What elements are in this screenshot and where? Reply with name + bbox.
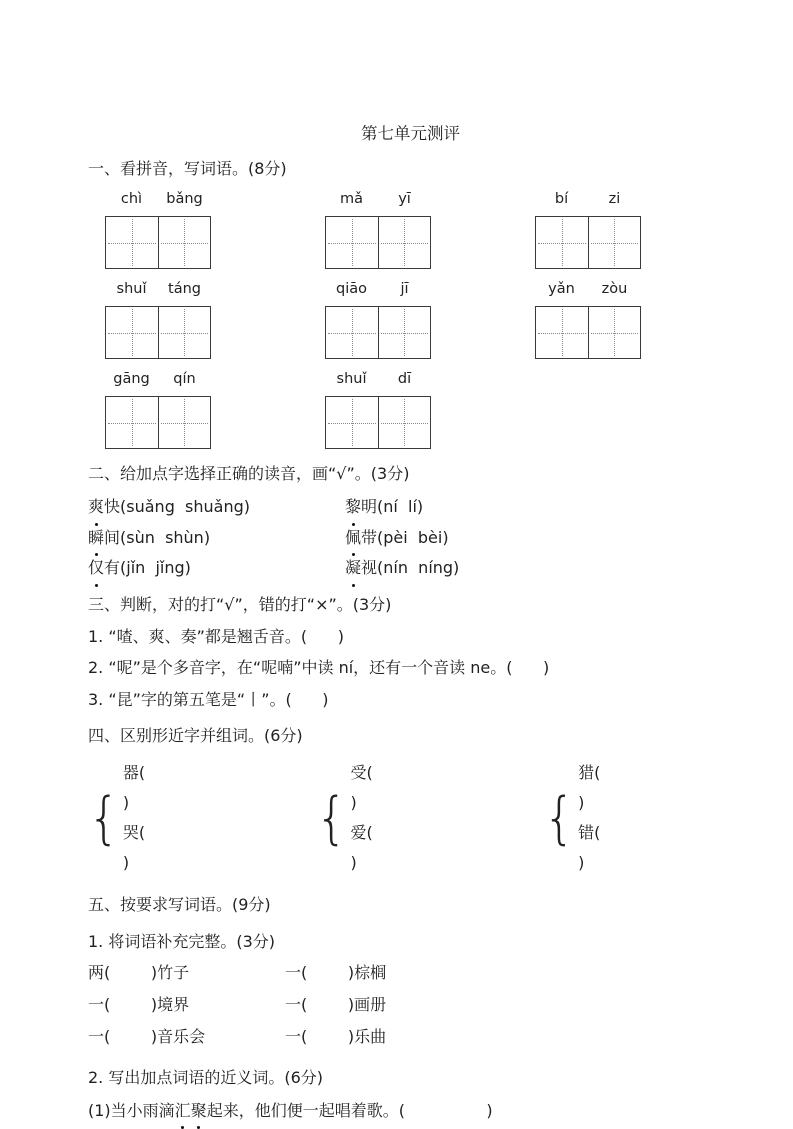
- pinyin-word-block: [325, 281, 431, 359]
- fill-item: 一( )棕榈: [285, 963, 387, 982]
- word-blank-row: [350, 758, 505, 818]
- pinyin-word-block: [325, 371, 431, 449]
- pinyin-label-row: [105, 281, 211, 297]
- pronunciation-item: [345, 553, 459, 584]
- answer-blank: ( ): [578, 823, 733, 872]
- pinyin-syllable: bǎng: [166, 191, 203, 207]
- pronunciation-row: [88, 553, 733, 584]
- judge-item: 2. “呢”是个多音字，在“呢喃”中读 ní，还有一个音读 ne。( ): [88, 658, 550, 677]
- similar-char-groups: [88, 758, 733, 878]
- writing-cell[interactable]: [536, 217, 588, 268]
- writing-cell[interactable]: [158, 397, 211, 448]
- pinyin-syllable: táng: [168, 281, 201, 297]
- pronunciation-item: [345, 523, 449, 554]
- left-brace: {: [88, 785, 120, 851]
- character: 器: [122, 763, 139, 782]
- writing-cell[interactable]: [158, 217, 211, 268]
- section-write-words: [88, 892, 733, 1126]
- pinyin-syllable: jī: [400, 281, 409, 297]
- pinyin-word-block: [105, 281, 211, 359]
- writing-cell[interactable]: [588, 217, 641, 268]
- pinyin-label-row: [325, 281, 431, 297]
- writing-cell[interactable]: [106, 307, 158, 358]
- fill-item: 两( )竹子: [88, 963, 190, 982]
- group-rows: [350, 758, 505, 878]
- section4-heading: 四、区别形近字并组词。(6分): [88, 726, 303, 745]
- pronunciation-item: [88, 553, 345, 584]
- word-blank-row: [123, 818, 278, 878]
- writing-grid: [325, 306, 431, 359]
- left-brace: {: [315, 785, 348, 851]
- writing-grid: [105, 216, 211, 269]
- word-blank-row: [350, 818, 505, 878]
- fill-row: [88, 957, 733, 989]
- pinyin-syllable: qiāo: [336, 281, 367, 297]
- judge-item: 1. “喳、爽、奏”都是翘舌音。( ): [88, 626, 344, 646]
- pinyin-grid-row-2: [88, 281, 733, 359]
- pronunciation-options: (ní lí): [377, 497, 424, 516]
- pinyin-syllable: chì: [120, 191, 143, 207]
- writing-cell[interactable]: [326, 307, 378, 358]
- character: 哭: [122, 823, 139, 842]
- writing-grid: [325, 216, 431, 269]
- fill-row: [88, 1021, 733, 1053]
- synonym-sentence: [88, 1095, 733, 1126]
- writing-grid: [105, 306, 211, 359]
- pinyin-label-row: [105, 191, 211, 207]
- pinyin-label-row: [535, 191, 641, 207]
- writing-cell[interactable]: [378, 307, 431, 358]
- dotted-character: 佩: [345, 523, 361, 554]
- fill-item: 一( )音乐会: [88, 1027, 206, 1046]
- left-brace: {: [543, 785, 576, 851]
- pinyin-syllable: yǎn: [548, 281, 575, 297]
- pinyin-label-row: [535, 281, 641, 297]
- pinyin-syllable: zi: [608, 191, 621, 207]
- pinyin-syllable: zòu: [601, 281, 628, 297]
- writing-grid: [535, 306, 641, 359]
- pinyin-label-row: [325, 371, 431, 387]
- pinyin-word-block: [105, 371, 211, 449]
- writing-cell[interactable]: [158, 307, 211, 358]
- section-pronunciation: [88, 461, 733, 584]
- writing-cell[interactable]: [588, 307, 641, 358]
- pinyin-word-block: [535, 191, 641, 269]
- word-blank-row: [578, 818, 733, 878]
- writing-cell[interactable]: [106, 217, 158, 268]
- pinyin-syllable: shuǐ: [116, 281, 147, 297]
- character: 错: [578, 823, 595, 842]
- writing-cell[interactable]: [378, 217, 431, 268]
- page-title: 第七单元测评: [361, 124, 460, 143]
- pinyin-grid-row-3: [88, 371, 733, 449]
- pinyin-syllable: gāng: [113, 371, 150, 387]
- word-character: 有: [104, 558, 121, 577]
- word-blank-row: [123, 758, 278, 818]
- dotted-character: 仅: [88, 553, 104, 584]
- pinyin-syllable: yī: [398, 191, 411, 207]
- answer-blank: ( ): [350, 823, 505, 872]
- word-character: 视: [361, 558, 378, 577]
- pinyin-grid-row-1: [88, 191, 733, 269]
- writing-cell[interactable]: [326, 397, 378, 448]
- pinyin-word-block: [105, 191, 211, 269]
- pinyin-syllable: bí: [554, 191, 569, 207]
- pinyin-word-block: [325, 191, 431, 269]
- dotted-character: 瞬: [88, 523, 104, 554]
- pronunciation-row: [88, 492, 733, 523]
- character: 受: [350, 763, 367, 782]
- dotted-character: 汇: [175, 1095, 191, 1126]
- section2-heading: 二、给加点字选择正确的读音，画“√”。(3分): [88, 464, 410, 483]
- word-character: 明: [361, 497, 378, 516]
- pinyin-label-row: [325, 191, 431, 207]
- writing-cell[interactable]: [106, 397, 158, 448]
- word-character: 带: [361, 527, 378, 547]
- group-rows: [578, 758, 733, 878]
- similar-char-group: [88, 758, 278, 878]
- fill-row: [88, 989, 733, 1021]
- section-pinyin-words: [88, 156, 733, 449]
- writing-cell[interactable]: [536, 307, 588, 358]
- section5-heading: 五、按要求写词语。(9分): [88, 895, 271, 914]
- fill-item: 一( )乐曲: [285, 1027, 387, 1046]
- pronunciation-item: [345, 492, 423, 523]
- writing-grid: [535, 216, 641, 269]
- subtask-complete-words: 1. 将词语补充完整。(3分): [88, 932, 276, 951]
- answer-blank: ( ): [122, 823, 278, 872]
- answer-blank: ( ): [578, 763, 733, 812]
- dotted-character: 凝: [345, 553, 361, 584]
- similar-char-group: [543, 758, 733, 878]
- writing-grid: [105, 396, 211, 449]
- pronunciation-options: (nín níng): [377, 558, 460, 577]
- pronunciation-row: [88, 523, 733, 554]
- character: 爱: [350, 823, 367, 842]
- answer-blank: ( ): [122, 763, 278, 812]
- pronunciation-options: (sùn shùn): [120, 527, 211, 547]
- judge-item: 3. “昆”字的第五笔是“丨”。( ): [88, 689, 329, 709]
- pinyin-syllable: qín: [173, 371, 196, 387]
- dotted-character: 爽: [88, 492, 104, 523]
- word-blank-row: [578, 758, 733, 818]
- dotted-character: 聚: [191, 1095, 207, 1126]
- pronunciation-item: [88, 492, 345, 523]
- pinyin-syllable: dī: [397, 371, 412, 387]
- pronunciation-options: (pèi bèi): [377, 527, 449, 547]
- pronunciation-options: (jǐn jǐng): [120, 558, 191, 577]
- character: 猎: [578, 763, 595, 782]
- word-character: 快: [104, 497, 121, 516]
- pronunciation-options: (suǎng shuǎng): [120, 497, 250, 516]
- writing-cell[interactable]: [326, 217, 378, 268]
- sentence-text: 起来，他们便一起唱着歌。( ): [206, 1101, 493, 1120]
- fill-item: 一( )境界: [88, 995, 190, 1014]
- pinyin-syllable: shuǐ: [336, 371, 367, 387]
- section-judge: [88, 592, 733, 716]
- writing-cell[interactable]: [378, 397, 431, 448]
- fill-item: 一( )画册: [285, 995, 387, 1014]
- answer-blank: ( ): [350, 763, 505, 812]
- section3-heading: 三、判断，对的打“√”，错的打“×”。(3分): [88, 594, 392, 614]
- pinyin-label-row: [105, 371, 211, 387]
- section-similar-characters: [88, 723, 733, 878]
- group-rows: [123, 758, 278, 878]
- subtask-synonyms: 2. 写出加点词语的近义词。(6分): [88, 1068, 324, 1087]
- pronunciation-item: [88, 523, 345, 554]
- section1-heading: 一、看拼音，写词语。(8分): [88, 159, 287, 178]
- pinyin-word-block: [535, 281, 641, 359]
- writing-grid: [325, 396, 431, 449]
- similar-char-group: [316, 758, 506, 878]
- sentence-text: (1)当小雨滴: [88, 1101, 175, 1120]
- word-character: 间: [104, 527, 121, 547]
- pinyin-syllable: mǎ: [339, 191, 363, 207]
- dotted-character: 黎: [345, 492, 361, 523]
